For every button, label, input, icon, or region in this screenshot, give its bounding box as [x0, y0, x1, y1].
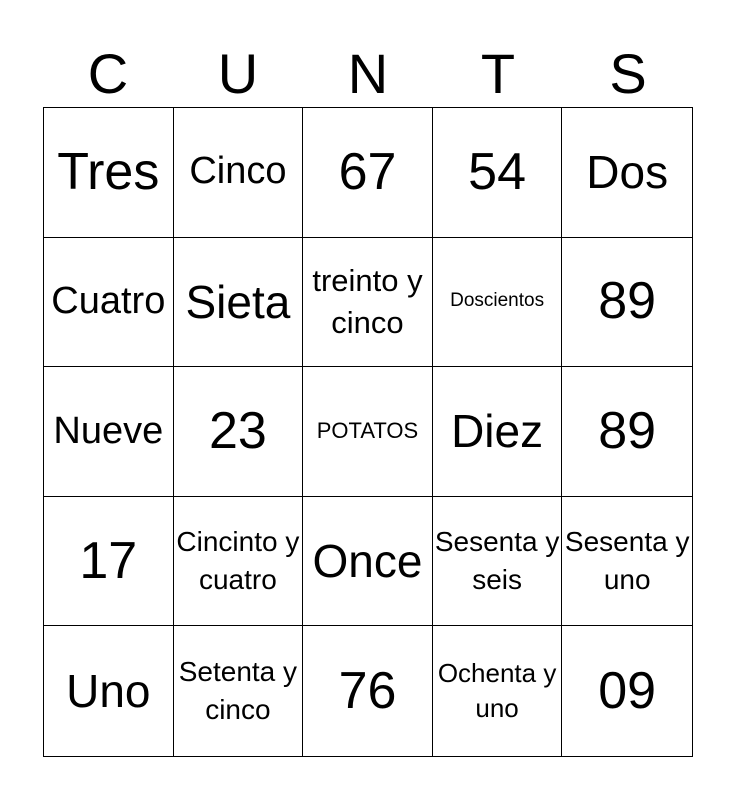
bingo-cell-r3-c2[interactable]: 23: [174, 367, 304, 497]
bingo-cell-r4-c1[interactable]: 17: [44, 497, 174, 627]
header-letter-u: U: [217, 42, 259, 105]
bingo-cell-r5-c5[interactable]: 09: [598, 661, 657, 720]
bingo-board: [43, 107, 693, 757]
bingo-cell-r5-c2[interactable]: Setenta y cinco: [174, 626, 304, 756]
bingo-cell-r2-c2[interactable]: Sieta: [174, 238, 304, 368]
bingo-cell-r2-c1[interactable]: Cuatro: [44, 238, 174, 368]
bingo-cell-r1-c4[interactable]: 54: [433, 108, 563, 238]
bingo-cell-r2-c4[interactable]: Doscientos: [433, 238, 563, 368]
header-letter-s: S: [609, 42, 647, 105]
bingo-header: [43, 40, 693, 108]
bingo-cell-r3-c5[interactable]: 89: [562, 367, 692, 497]
bingo-cell-r5-c1[interactable]: Uno: [44, 626, 174, 756]
bingo-cell-r3-c4[interactable]: Diez: [433, 367, 563, 497]
bingo-cell-r4-c3[interactable]: Once: [303, 497, 433, 627]
bingo-cell-r3-c1[interactable]: Nueve: [44, 367, 174, 497]
header-letter-c: C: [87, 42, 129, 105]
bingo-cell-r1-c5[interactable]: Dos: [562, 108, 692, 238]
bingo-cell-r5-c3[interactable]: 76: [303, 626, 433, 756]
bingo-cell-r2-c3[interactable]: treinto y cinco: [303, 238, 433, 368]
bingo-cell-r4-c4[interactable]: Sesenta y seis: [433, 497, 563, 627]
header-letter-t: T: [480, 42, 516, 105]
bingo-cell-r5-c4[interactable]: Ochenta y uno: [433, 626, 563, 756]
bingo-cell-r1-c2[interactable]: Cinco: [174, 108, 304, 238]
bingo-cell-r2-c5[interactable]: 89: [562, 238, 692, 368]
bingo-cell-r4-c5[interactable]: Sesenta y uno: [562, 497, 692, 627]
bingo-cell-r1-c1[interactable]: Tres: [44, 108, 174, 238]
bingo-cell-r1-c3[interactable]: 67: [303, 108, 433, 238]
header-letter-n: N: [347, 42, 389, 105]
bingo-cell-r3-c3[interactable]: POTATOS: [303, 367, 433, 497]
bingo-cell-r4-c2[interactable]: Cincinto y cuatro: [174, 497, 304, 627]
